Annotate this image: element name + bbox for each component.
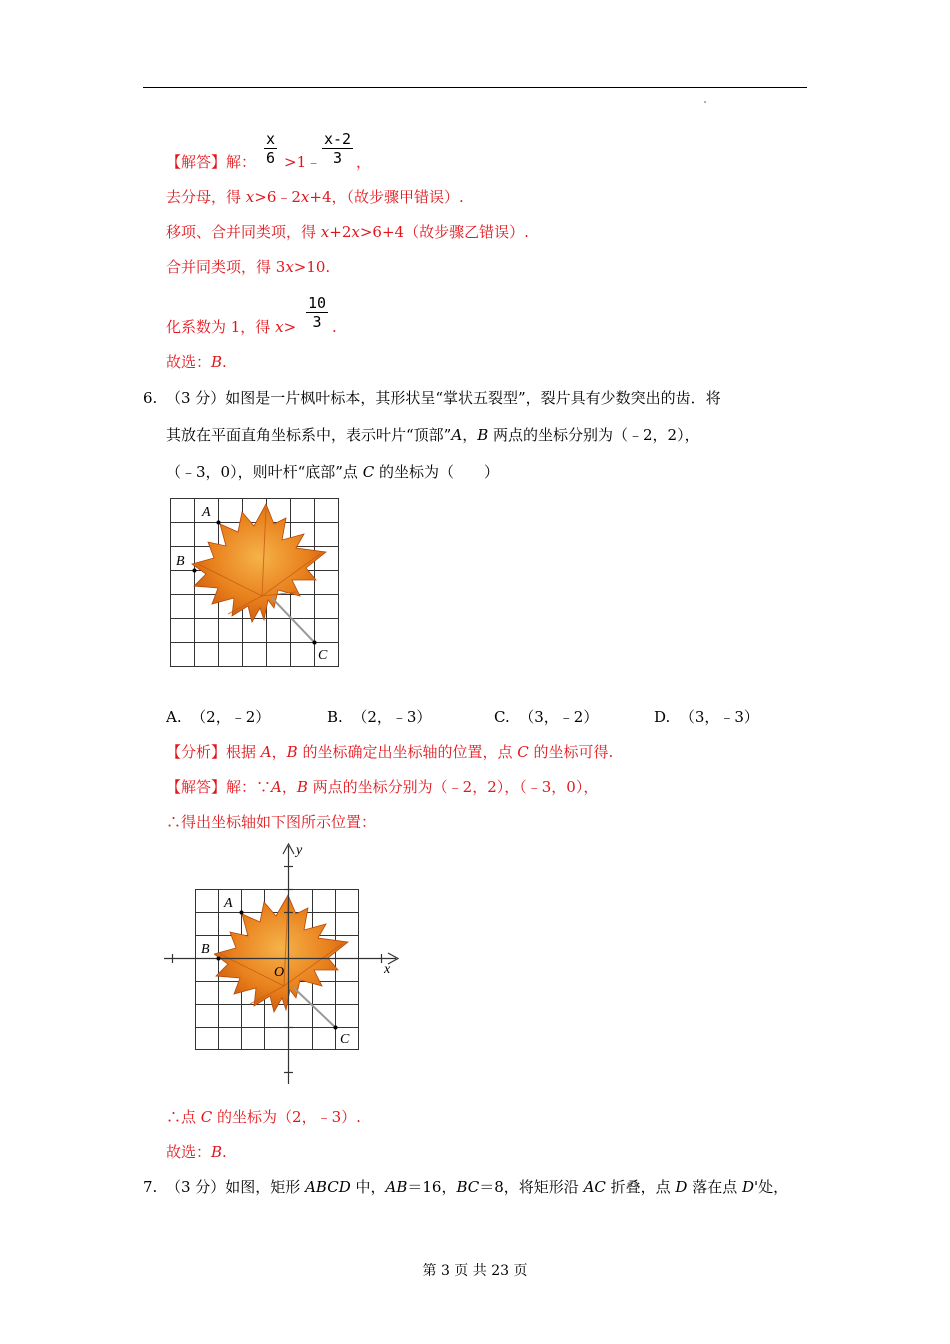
var-x: x bbox=[245, 188, 255, 206]
fraction-numerator: 10 bbox=[308, 294, 327, 312]
point-d-prime: D' bbox=[742, 1178, 759, 1196]
point-c: C bbox=[200, 1108, 213, 1126]
var-x: x bbox=[300, 188, 310, 206]
q6-conclusion bbox=[166, 1107, 361, 1127]
text: 折叠，点 bbox=[605, 1178, 676, 1196]
point-a: A bbox=[271, 778, 282, 796]
q5-solution-comma: ， bbox=[356, 153, 372, 171]
answer-letter: B bbox=[211, 353, 223, 371]
fraction-denominator: 6 bbox=[266, 149, 276, 167]
text: >6+4（故步骤乙错误）. bbox=[359, 223, 529, 241]
var-x: x bbox=[351, 223, 360, 241]
q5-step-4-end: . bbox=[332, 318, 337, 336]
header-rule bbox=[143, 87, 807, 88]
q5-answer bbox=[166, 352, 227, 372]
segment-ac: AC bbox=[583, 1178, 606, 1196]
q5-fraction-10-over-3 bbox=[306, 294, 328, 331]
point-c-marker bbox=[313, 641, 317, 645]
q6-answer bbox=[166, 1142, 227, 1162]
point-d: D bbox=[675, 1178, 688, 1196]
option-text: （3，﹣3） bbox=[679, 708, 759, 726]
text: ， bbox=[281, 778, 297, 796]
text: . bbox=[222, 353, 227, 371]
text: 故选： bbox=[166, 1143, 212, 1161]
option-text: （3，﹣2） bbox=[519, 708, 599, 726]
text: 合并同类项，得 3 bbox=[166, 258, 286, 276]
leaf-stem bbox=[294, 988, 336, 1028]
fraction-denominator: 3 bbox=[312, 313, 322, 331]
text: 【解答】解：∵ bbox=[166, 778, 272, 796]
q6-stem-line-2 bbox=[166, 425, 700, 445]
label-a: A bbox=[202, 505, 211, 520]
var-x: x bbox=[275, 318, 284, 336]
label-c: C bbox=[318, 648, 328, 663]
q7-number: 7. bbox=[143, 1178, 158, 1196]
option-letter: B. bbox=[327, 708, 343, 726]
point-a: A bbox=[260, 743, 272, 761]
q6-solution-line-2: ∴得出坐标轴如下图所示位置： bbox=[166, 813, 377, 831]
label-b: B bbox=[176, 554, 185, 569]
q7-stem bbox=[166, 1177, 788, 1197]
q6-solution-line-1 bbox=[166, 777, 598, 797]
text: ∴点 bbox=[166, 1108, 201, 1126]
point-b: B bbox=[286, 743, 298, 761]
text: 的坐标为（2，﹣3）. bbox=[212, 1108, 361, 1126]
q5-step-3 bbox=[166, 257, 330, 277]
option-text: （2，﹣2） bbox=[191, 708, 271, 726]
text: 两点的坐标分别为（﹣2，2），（﹣3，0）， bbox=[307, 778, 599, 796]
q6-analysis bbox=[166, 742, 613, 762]
text: +4，（故步骤甲错误）. bbox=[309, 188, 464, 206]
text: （﹣3，0），则叶杆“底部”点 bbox=[166, 463, 363, 481]
point-a-marker bbox=[240, 911, 244, 915]
option-a[interactable] bbox=[166, 707, 270, 727]
text: ， bbox=[271, 743, 287, 761]
label-a: A bbox=[224, 896, 233, 911]
var-x: x bbox=[320, 223, 330, 241]
q6-stem-line-3 bbox=[166, 462, 499, 482]
point-b: B bbox=[477, 426, 489, 444]
text: 中， bbox=[350, 1178, 386, 1196]
fraction-numerator: x bbox=[266, 130, 276, 148]
q5-fraction-x-2-over-3 bbox=[322, 130, 353, 167]
label-b: B bbox=[201, 942, 210, 957]
option-text: （2，﹣3） bbox=[352, 708, 432, 726]
q6-number: 6. bbox=[143, 389, 158, 407]
option-letter: C. bbox=[494, 708, 510, 726]
text: 的坐标为（ ） bbox=[374, 463, 499, 481]
text: +2 bbox=[329, 223, 352, 241]
text: （3 分）如图，矩形 bbox=[166, 1178, 306, 1196]
q5-solution-prefix: 【解答】解： bbox=[166, 153, 257, 171]
text: ＝16， bbox=[407, 1178, 457, 1196]
label-y-axis: y bbox=[296, 843, 303, 858]
q5-fraction-x-over-6 bbox=[264, 130, 277, 167]
text: >6﹣2 bbox=[254, 188, 301, 206]
text: 其放在平面直角坐标系中，表示叶片“顶部” bbox=[166, 426, 452, 444]
text: 移项、合并同类项，得 bbox=[166, 223, 321, 241]
text: ， bbox=[462, 426, 478, 444]
header-dot bbox=[704, 101, 706, 103]
text: 两点的坐标分别为（﹣2，2）， bbox=[488, 426, 700, 444]
point-a-marker bbox=[217, 521, 221, 525]
page-footer: 第 3 页 共 23 页 bbox=[422, 1263, 528, 1279]
fraction-denominator: 3 bbox=[333, 149, 343, 167]
option-b[interactable] bbox=[327, 707, 431, 727]
q5-step-4 bbox=[166, 317, 296, 337]
text: . bbox=[222, 1143, 227, 1161]
text: >10. bbox=[293, 258, 331, 276]
point-a: A bbox=[451, 426, 463, 444]
point-b-marker bbox=[193, 569, 197, 573]
text: 故选： bbox=[166, 353, 212, 371]
point-b-marker bbox=[217, 957, 221, 961]
option-d[interactable] bbox=[654, 707, 759, 727]
answer-letter: B bbox=[211, 1143, 223, 1161]
text: > bbox=[283, 318, 297, 336]
q5-solution-mid: >1﹣ bbox=[284, 153, 322, 171]
point-c: C bbox=[362, 463, 375, 481]
point-c-marker bbox=[334, 1026, 338, 1030]
text: 的坐标确定出坐标轴的位置，点 bbox=[297, 743, 518, 761]
text: 【分析】根据 bbox=[166, 743, 261, 761]
label-x-axis: x bbox=[384, 962, 391, 977]
text: 化系数为 1，得 bbox=[166, 318, 276, 336]
var-x: x bbox=[285, 258, 294, 276]
option-letter: D. bbox=[654, 708, 671, 726]
option-letter: A. bbox=[166, 708, 182, 726]
text: ＝8，将矩形沿 bbox=[479, 1178, 584, 1196]
label-c: C bbox=[340, 1032, 350, 1047]
text: 去分母，得 bbox=[166, 188, 246, 206]
maple-leaf-icon bbox=[192, 504, 326, 622]
q6-stem-line-1: （3 分）如图是一片枫叶标本，其形状呈“掌状五裂型”，裂片具有少数突出的齿．将 bbox=[166, 389, 721, 407]
point-c: C bbox=[517, 743, 529, 761]
maple-leaf-grid-figure bbox=[168, 496, 342, 670]
fraction-numerator: x-2 bbox=[324, 130, 352, 148]
q5-step-2 bbox=[166, 222, 529, 242]
option-c[interactable] bbox=[494, 707, 598, 727]
point-b: B bbox=[296, 778, 308, 796]
segment-ab: AB bbox=[385, 1178, 408, 1196]
text: 落在点 bbox=[687, 1178, 742, 1196]
maple-leaf-axes-figure bbox=[162, 840, 406, 1090]
q5-step-1 bbox=[166, 187, 464, 207]
label-origin: O bbox=[274, 965, 285, 980]
text: 的坐标可得. bbox=[528, 743, 614, 761]
leaf-stem bbox=[272, 598, 314, 642]
rect-abcd: ABCD bbox=[305, 1178, 351, 1196]
segment-bc: BC bbox=[456, 1178, 480, 1196]
text: 处， bbox=[758, 1178, 789, 1196]
